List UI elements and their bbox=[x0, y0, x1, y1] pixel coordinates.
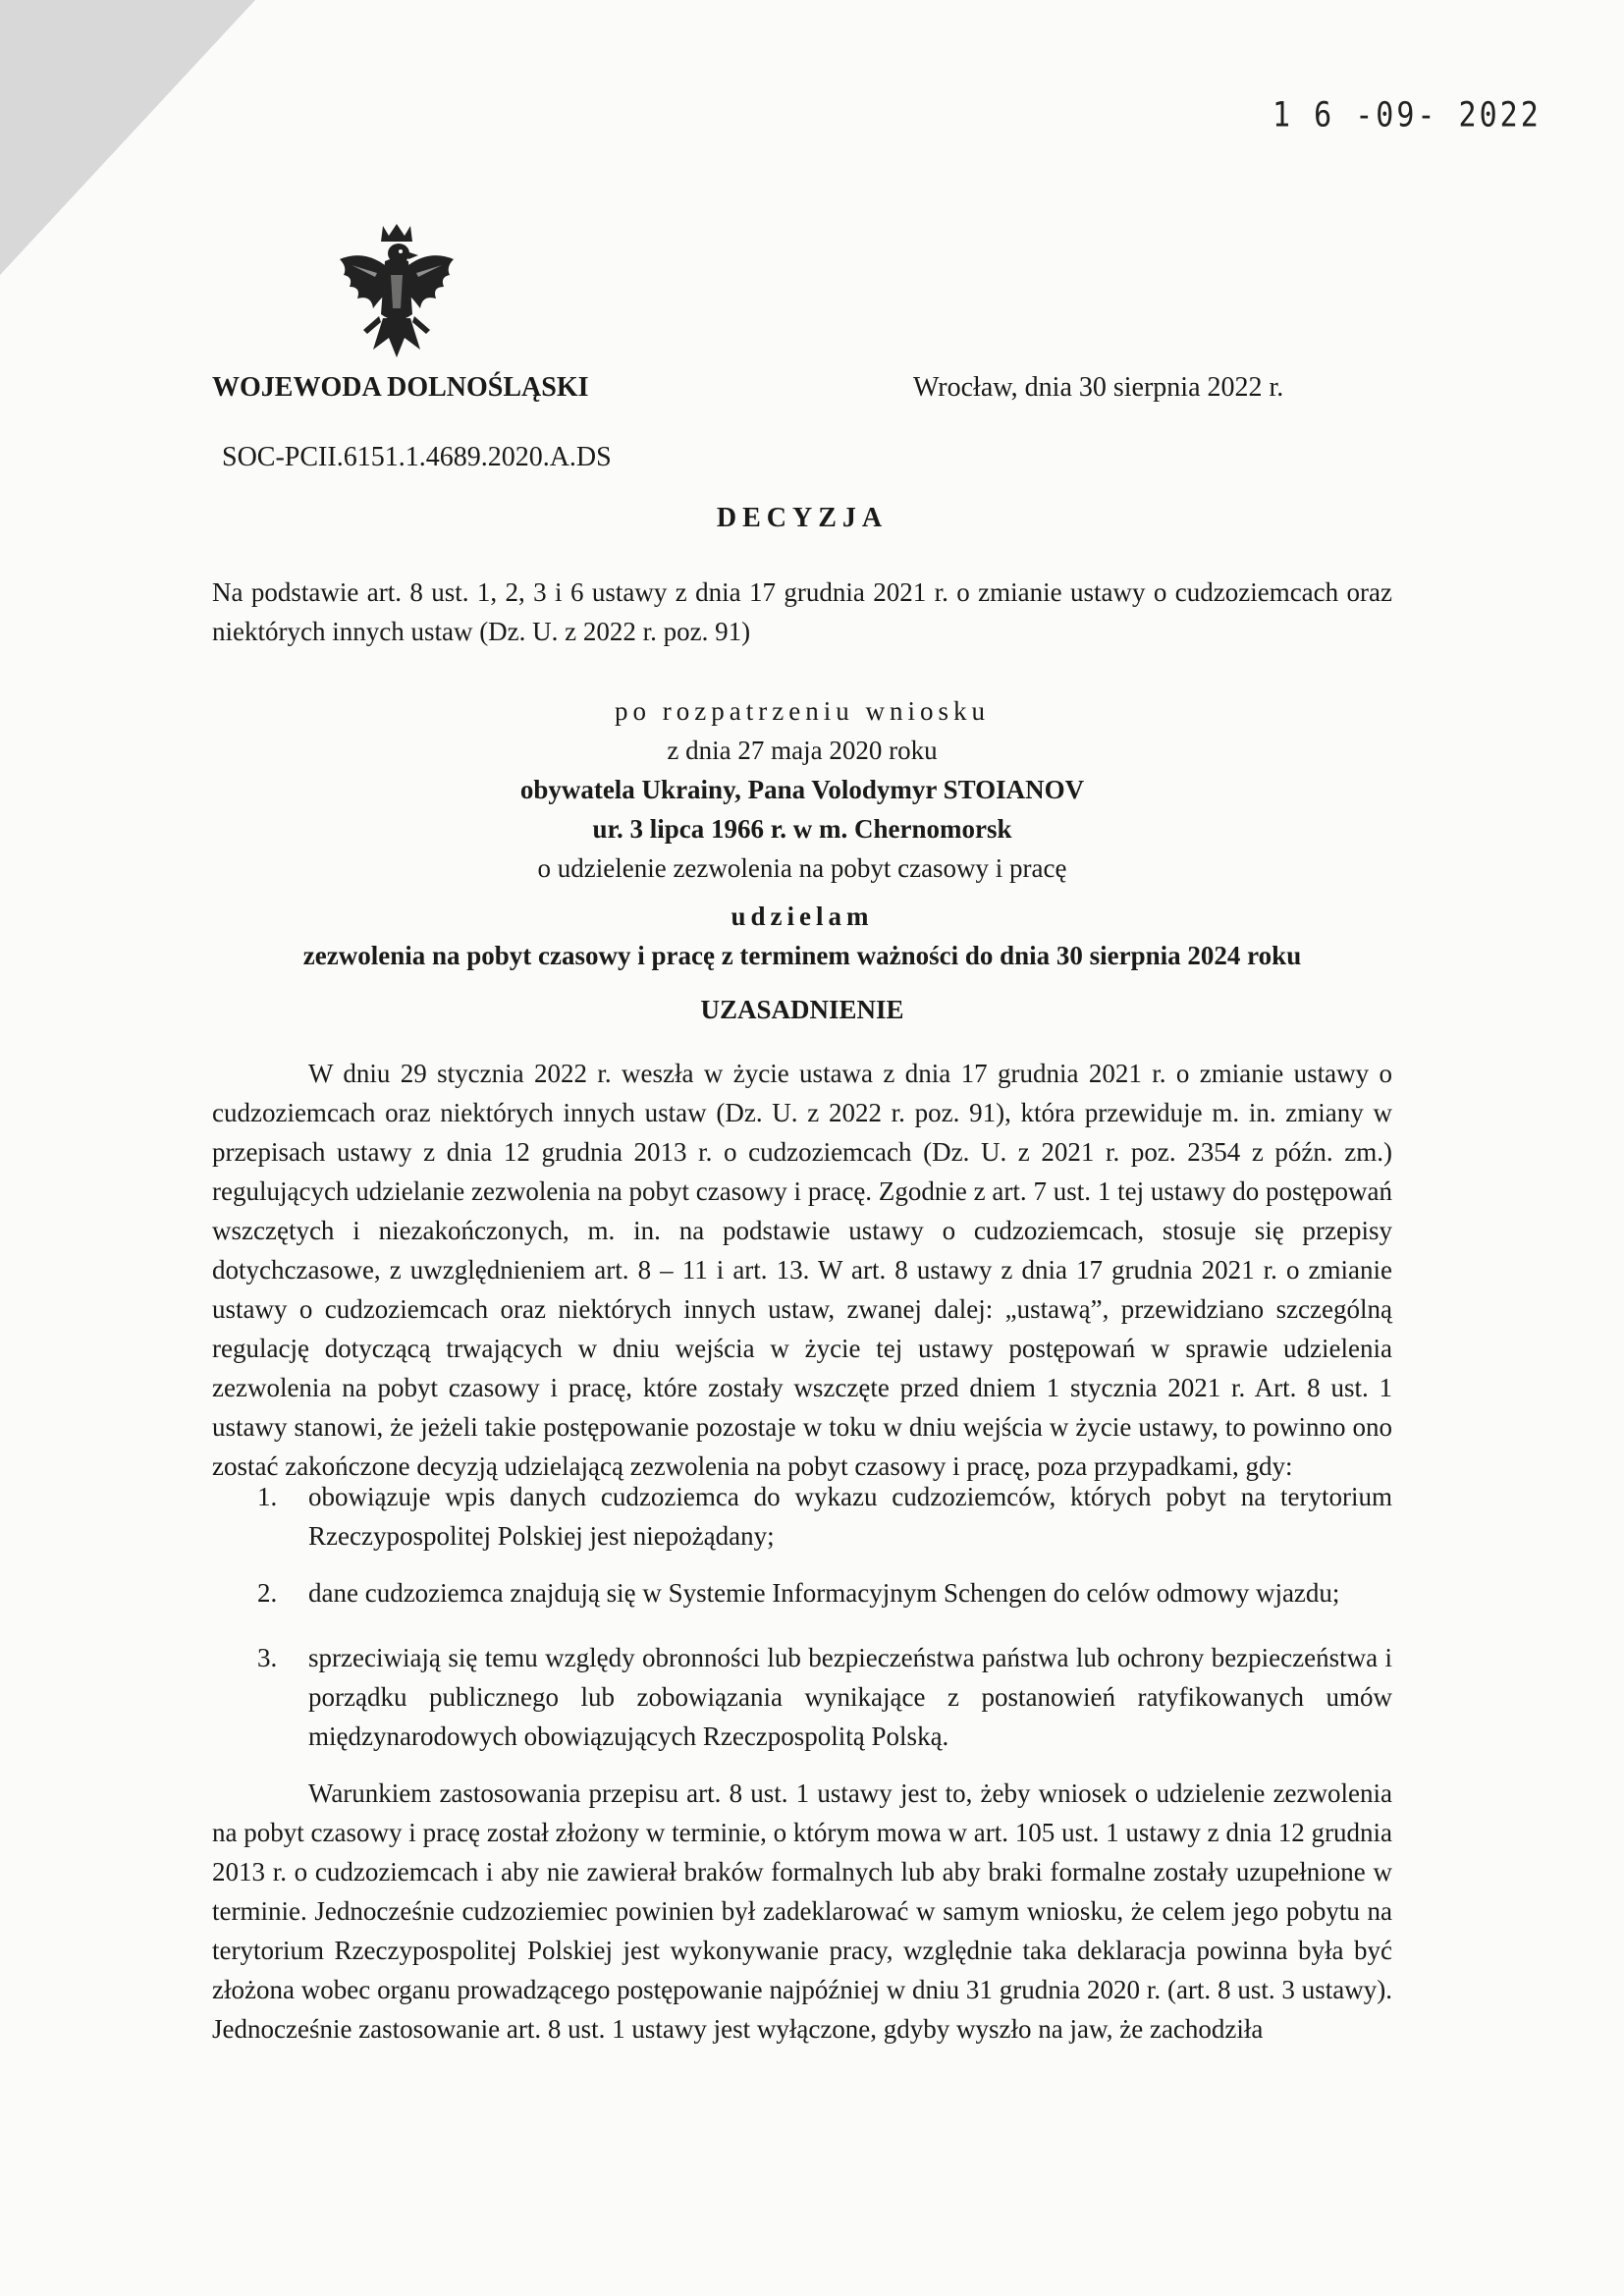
justification-title: UZASADNIENIE bbox=[700, 995, 904, 1024]
application-date: z dnia 27 maja 2020 roku bbox=[667, 736, 938, 765]
application-subject: o udzielenie zezwolenia na pobyt czasowy i pracę bbox=[537, 853, 1067, 883]
justification-paragraph-1: W dniu 29 stycznia 2022 r. weszła w życie ustawa z dnia 17 grudnia 2021 r. o zmianie ustawy o cudzoziemcach oraz niektórych innych ustaw (Dz. U. z 2022 r. poz. 91), która przewiduje m. in. zmiany w przepisach ustawy z dnia 12 grudnia 2013 r. o cudzoziemcach (Dz. U. z 2021 r. poz. 2354 z późn. zm.) regulujących udzielanie zezwolenia na pobyt czasowy i pracę. Zgodnie z art. 7 ust. 1 tej ustawy do postępowań wszczętych i niezakończonych, m. in. na podstawie ustawy o cudzoziemcach, stosuje się przepisy dotychczasowe, z uwzględnieniem art. 8 – 11 i art. 13. W art. 8 ustawy z dnia 17 grudnia 2021 r. o zmianie ustawy o cudzoziemcach oraz niektórych innych ustaw, zwanej dalej: „ustawą”, przewidziano szczególną regulację dotyczącą trwających w dniu wejścia w życie tej ustawy postępowań w sprawie udzielenia zezwolenia na pobyt czasowy i pracę, które zostały wszczęte przed dniem 1 stycznia 2021 r. Art. 8 ust. 1 ustawy stanowi, że jeżeli takie postępowanie pozostaje w toku w dniu wejścia w życie ustawy, to powinno ono zostać zakończone decyzją udzielającą zezwolenia na pobyt czasowy i pracę, poza przypadkami, gdy: bbox=[212, 1059, 1392, 1481]
list-item bbox=[257, 1573, 1392, 1613]
place-and-date: Wrocław, dnia 30 sierpnia 2022 r. bbox=[913, 372, 1284, 403]
application-section bbox=[212, 691, 1392, 888]
grant-section bbox=[212, 897, 1392, 975]
folded-corner bbox=[0, 0, 255, 275]
list-text: obowiązuje wpis danych cudzoziemca do wykazu cudzoziemców, których pobyt na terytorium Rzeczypospolitej Polskiej jest niepożądany; bbox=[308, 1482, 1392, 1551]
justification-paragraph-2: Warunkiem zastosowania przepisu art. 8 ust. 1 ustawy jest to, żeby wniosek o udzielenie zezwolenia na pobyt czasowy i pracę został złożony w terminie, o którym mowa w art. 105 ust. 1 ustawy z dnia 12 grudnia 2013 r. o cudzoziemcach i aby nie zawierał braków formalnych lub aby braki formalne zostały uzupełnione w terminie. Jednocześnie cudzoziemiec powinien był zadeklarować w samym wniosku, że celem jego pobytu na terytorium Rzeczypospolitej Polskiej jest wykonywanie pracy, względnie taka deklaracja powinna była być złożona wobec organu prowadzącego postępowanie najpóźniej w dniu 31 grudnia 2020 r. (art. 8 ust. 3 ustawy). Jednocześnie zastosowanie art. 8 ust. 1 ustawy jest wyłączone, gdyby wyszło na jaw, że zachodziła bbox=[212, 1778, 1392, 2044]
case-number: SOC-PCII.6151.1.4689.2020.A.DS bbox=[222, 442, 612, 472]
list-text: sprzeciwiają się temu względy obronności lub bezpieczeństwa państwa lub ochrony bezpieczeństwa i porządku publicznego lub zobowiązania wynikające z postanowień ratyfikowanych umów międzynarodowych obowiązujących Rzeczpospolitą Polską. bbox=[308, 1643, 1392, 1751]
list-item bbox=[257, 1477, 1392, 1556]
applicant-name: obywatela Ukrainy, Pana Volodymyr STOIANOV bbox=[519, 775, 1085, 804]
applicant-birth: ur. 3 lipca 1966 r. w m. Chernomorsk bbox=[592, 814, 1012, 844]
grant-verb: udzielam bbox=[731, 902, 874, 931]
grant-text: zezwolenia na pobyt czasowy i pracę z terminem ważności do dnia 30 sierpnia 2024 roku bbox=[302, 941, 1302, 970]
received-date-stamp: 1 6 -09- 2022 bbox=[1272, 95, 1542, 136]
legal-basis: Na podstawie art. 8 ust. 1, 2, 3 i 6 ustawy z dnia 17 grudnia 2021 r. o zmianie ustawy o cudzoziemcach oraz niektórych innych ustaw (Dz. U. z 2022 r. poz. 91) bbox=[212, 577, 1392, 646]
polish-eagle-emblem bbox=[334, 220, 460, 363]
issuing-authority: WOJEWODA DOLNOŚLĄSKI bbox=[212, 372, 589, 403]
list-item bbox=[257, 1638, 1392, 1756]
application-intro: po rozpatrzeniu wniosku bbox=[615, 696, 990, 726]
list-number: 1. bbox=[257, 1482, 278, 1511]
list-number: 3. bbox=[257, 1643, 278, 1672]
document-title: DECYZJA bbox=[716, 503, 889, 533]
list-text: dane cudzoziemca znajdują się w Systemie Informacyjnym Schengen do celów odmowy wjazdu; bbox=[308, 1578, 1340, 1608]
list-number: 2. bbox=[257, 1578, 278, 1608]
